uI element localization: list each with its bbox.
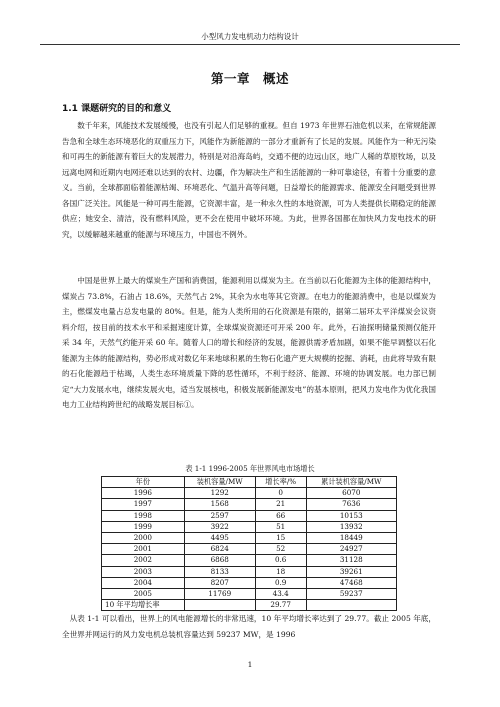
header-title: 小型风力发电机动力结构设计: [201, 32, 299, 41]
cell-year: 2001: [102, 544, 185, 555]
paragraph-2: 当前，全球都面临着能源枯竭、环境恶化、气温升高等问题，日益增长的能源需求、能源安全问题受到世界各国广泛关注。风能是一种可再生能源，它资源丰富，是一种永久性的本地资源，可为人类提供长期稳定的能源供应；她安全、清洁，没有燃料风险，更不会在使用中破坏环境。为此，世界各国都在加快风力发电技术的研究，以缓解越来越重的能源与环境压力，中国也不例外。: [62, 183, 436, 239]
table-row: [102, 544, 397, 555]
header-capacity: 装机容量/MW: [184, 477, 255, 488]
table-header-row: [102, 477, 397, 488]
cell-year: 2003: [102, 566, 185, 577]
cell-growth: 0.6: [255, 555, 306, 566]
cell-growth: 66: [255, 510, 306, 521]
cell-year: 1999: [102, 521, 185, 532]
table-row: [102, 488, 397, 499]
cell-capacity: 3922: [184, 521, 255, 532]
cell-capacity: 6824: [184, 544, 255, 555]
cell-year: 2000: [102, 532, 185, 543]
table-row: [102, 566, 397, 577]
cell-year: 1997: [102, 499, 185, 510]
cell-cumulative: 39261: [306, 566, 396, 577]
cell-capacity: 1568: [184, 499, 255, 510]
table-row: [102, 532, 397, 543]
footer-empty: [306, 600, 396, 611]
table-row: [102, 555, 397, 566]
section-title: 1.1 课题研究的目的和意义: [62, 104, 172, 114]
table-row: [102, 577, 397, 588]
cell-year: 1998: [102, 510, 185, 521]
table-footer-row: [102, 600, 397, 611]
footer-label: 10 年平均增长率: [102, 600, 185, 611]
header-year: 年份: [102, 477, 185, 488]
page-number: 1: [247, 660, 253, 669]
cell-growth: 21: [255, 499, 306, 510]
cell-growth: 18: [255, 566, 306, 577]
cell-capacity: 4495: [184, 532, 255, 543]
cell-cumulative: 31128: [306, 555, 396, 566]
footer-empty: [184, 600, 255, 611]
table-caption: 表 1-1 1996-2005 年世界风电市场增长: [185, 464, 315, 473]
cell-capacity: 2597: [184, 510, 255, 521]
paragraph-1: 数千年来，风能技术发展缓慢，也没有引起人们足够的重视。但自 1973 年世界石油危机以来，在常规能源告急和全球生态环境恶化的双重压力下，风能作为新能源的一部分才重新有了长足的发展。风能作为一种无污染和可再生的新能源有着巨大的发展潜力，特别是对沿海岛屿，交通不便的边远山区，地广人稀的草原牧场，以及远离电网和近期内电网还难以达到的农村、边疆，作为解决生产和生活能源的一种可靠途径，有着十分重要的意义。: [62, 121, 436, 192]
cell-year: 1996: [102, 488, 185, 499]
paragraph-4: 从表 1-1 可以看出，世界上的风电能源增长的非常迅速，10 年平均增长率达到了 29.77。截止 2005 年底，全世界并网运行的风力发电机总装机容量达到 59237 MW，是 1996: [62, 614, 436, 639]
cell-year: 2004: [102, 577, 185, 588]
paragraph-3: 中国是世界上最大的煤炭生产国和消费国，能源利用以煤炭为主。在当前以石化能源为主体的能源结构中，煤炭占 73.8%，石油占 18.6%，天然气占 2%，其余为水电等其它资源。在电力的能源消费中，也是以煤炭为主，燃煤发电量占总发电量的 80%。但是，能为人类所用的石化资源是有限的，据第二届环太平洋煤炭会议资料介绍，按目前的技术水平和采掘速度计算，全球煤炭资源还可开采 200 年。此外，石油探明储量预测仅能开采 34 年，天然气约能开采 60 年。随着人口的增长和经济的发展，能源供需矛盾加剧，如果不能早调整以石化能源为主体的能源结构，势必形成对数亿年来地球积累的生物石化遗产更大规模的挖掘、消耗，由此将导致有限的石化能源趋于枯竭，人类生态环境质量下降的恶性循环，不利于经济、能源、环境的协调发展。电力部已制定“大力发展水电，继续发展火电，适当发展核电，积极发展新能源发电”的基本原则，把风力发电作为优化我国电力工业结构跨世纪的战略发展目标①。: [62, 276, 436, 409]
page-header: [40, 30, 460, 45]
cell-cumulative: 59237: [306, 588, 396, 599]
cell-growth: 52: [255, 544, 306, 555]
cell-cumulative: 47468: [306, 577, 396, 588]
header-cumulative: 累计装机容量/MW: [306, 477, 396, 488]
footer-value: 29.77: [255, 600, 306, 611]
cell-cumulative: 24927: [306, 544, 396, 555]
cell-growth: 43.4: [255, 588, 306, 599]
table-row: [102, 499, 397, 510]
cell-growth: 0.9: [255, 577, 306, 588]
cell-cumulative: 10153: [306, 510, 396, 521]
cell-growth: 0: [255, 488, 306, 499]
cell-capacity: 11769: [184, 588, 255, 599]
table-row: [102, 521, 397, 532]
cell-year: 2005: [102, 588, 185, 599]
cell-growth: 51: [255, 521, 306, 532]
cell-capacity: 8133: [184, 566, 255, 577]
table-row: [102, 588, 397, 599]
cell-capacity: 8207: [184, 577, 255, 588]
cell-cumulative: 13932: [306, 521, 396, 532]
cell-cumulative: 7636: [306, 499, 396, 510]
cell-cumulative: 18449: [306, 532, 396, 543]
cell-year: 2002: [102, 555, 185, 566]
table-row: [102, 510, 397, 521]
cell-capacity: 6868: [184, 555, 255, 566]
cell-cumulative: 6070: [306, 488, 396, 499]
header-growth: 增长率/%: [255, 477, 306, 488]
wind-market-table: [101, 476, 397, 611]
cell-growth: 15: [255, 532, 306, 543]
chapter-title: 第一章 概述: [210, 71, 289, 86]
cell-capacity: 1292: [184, 488, 255, 499]
